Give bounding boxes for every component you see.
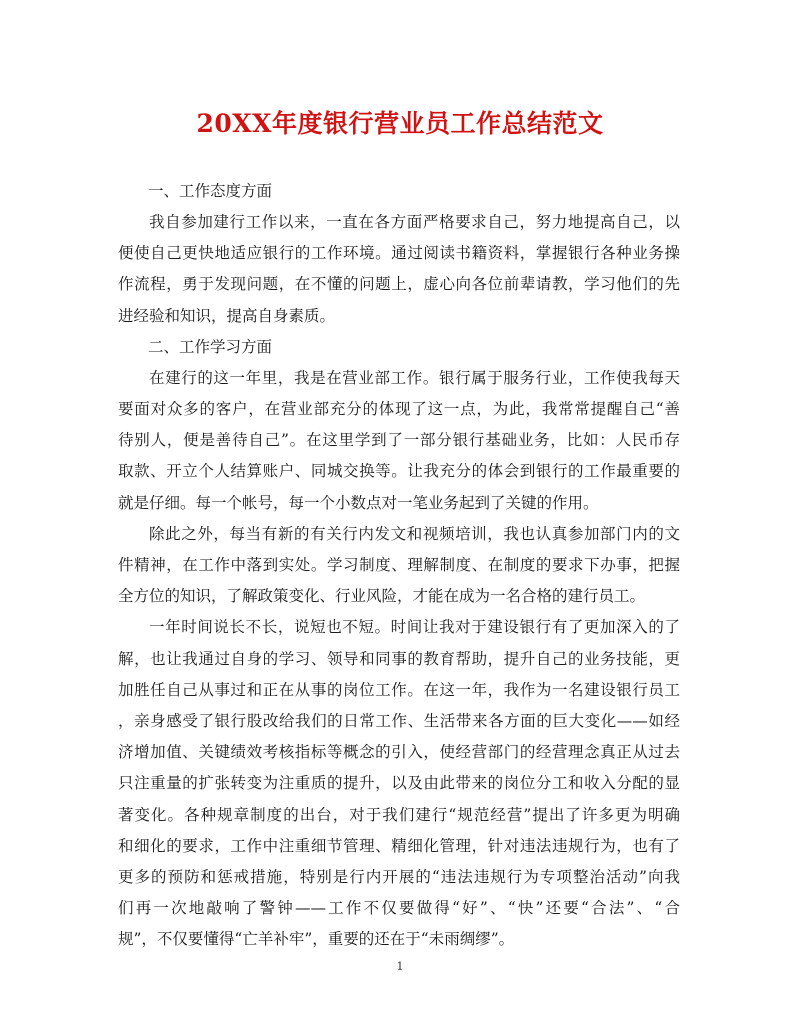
- section-heading: 二、工作学习方面: [148, 337, 273, 356]
- paragraph-line: 和细化的要求，工作中注重细节管理、精细化管理，针对违法违规行为，也有了: [118, 836, 680, 855]
- paragraph: [118, 207, 680, 332]
- paragraph-line: 们再一次地敲响了警钟——工作不仅要做得“好”、“快”还要“合法”、“合: [118, 899, 680, 918]
- paragraph-line: 便使自己更快地适应银行的工作环境。通过阅读书籍资料，掌握银行各种业务操: [118, 244, 680, 263]
- paragraph-line: 待别人，便是善待自己”。在这里学到了一部分银行基础业务，比如：人民币存: [118, 431, 680, 450]
- paragraph-line: 济增加值、关键绩效考核指标等概念的引入，使经营部门的经营理念真正从过去: [118, 743, 680, 762]
- paragraph-line: 加胜任自己从事过和正在从事的岗位工作。在这一年，我作为一名建设银行员工: [118, 680, 680, 699]
- paragraph: [118, 612, 680, 955]
- paragraph: [118, 519, 680, 613]
- paragraph-line: ，亲身感受了银行股改给我们的日常工作、生活带来各方面的巨大变化——如经: [118, 712, 680, 731]
- paragraph-line: 在建行的这一年里，我是在营业部工作。银行属于服务行业，工作使我每天: [149, 368, 680, 387]
- paragraph-line: 除此之外，每当有新的有关行内发文和视频培训，我也认真参加部门内的文: [149, 524, 680, 543]
- paragraph-line: 件精神，在工作中落到实处。学习制度、理解制度、在制度的要求下办事，把握: [118, 556, 680, 575]
- paragraph-line: 我自参加建行工作以来，一直在各方面严格要求自己，努力地提高自己，以: [149, 213, 680, 231]
- document-title: 20XX年度银行营业员工作总结范文: [196, 109, 604, 138]
- paragraph: [118, 363, 680, 519]
- paragraph-line: 一年时间说长不长，说短也不短。时间让我对于建设银行有了更加深入的了: [149, 618, 680, 637]
- paragraph-line: 就是仔细。每一个帐号，每一个小数点对一笔业务起到了关键的作用。: [118, 493, 599, 512]
- paragraph-line: 解，也让我通过自身的学习、领导和同事的教育帮助，提升自己的业务技能，更: [118, 649, 680, 668]
- paragraph-line: 要面对众多的客户，在营业部充分的体现了这一点，为此，我常常提醒自己“善: [118, 400, 680, 419]
- paragraph-line: 进经验和知识，提高自身素质。: [118, 306, 336, 325]
- paragraph-line: 作流程，勇于发现问题，在不懂的问题上，虚心向各位前辈请教，学习他们的先: [118, 275, 680, 294]
- paragraph-line: 更多的预防和惩戒措施，特别是行内开展的“违法违规行为专项整治活动”向我: [118, 868, 680, 887]
- paragraph-line: 规”，不仅要懂得“亡羊补牢”，重要的还在于“未雨绸缪”。: [118, 930, 515, 949]
- paragraph-line: 只注重量的扩张转变为注重质的提升，以及由此带来的岗位分工和收入分配的显: [118, 774, 680, 793]
- page-number: 1: [396, 960, 404, 973]
- paragraph-line: 全方位的知识，了解政策变化、行业风险，才能在成为一名合格的建行员工。: [118, 587, 646, 606]
- paragraph-line: 取款、开立个人结算账户、同城交换等。让我充分的体会到银行的工作最重要的: [118, 462, 680, 481]
- section-heading: 一、工作态度方面: [148, 182, 273, 200]
- document-body: [118, 176, 680, 956]
- paragraph-line: 著变化。各种规章制度的出台，对于我们建行“规范经营”提出了许多更为明确: [118, 805, 680, 824]
